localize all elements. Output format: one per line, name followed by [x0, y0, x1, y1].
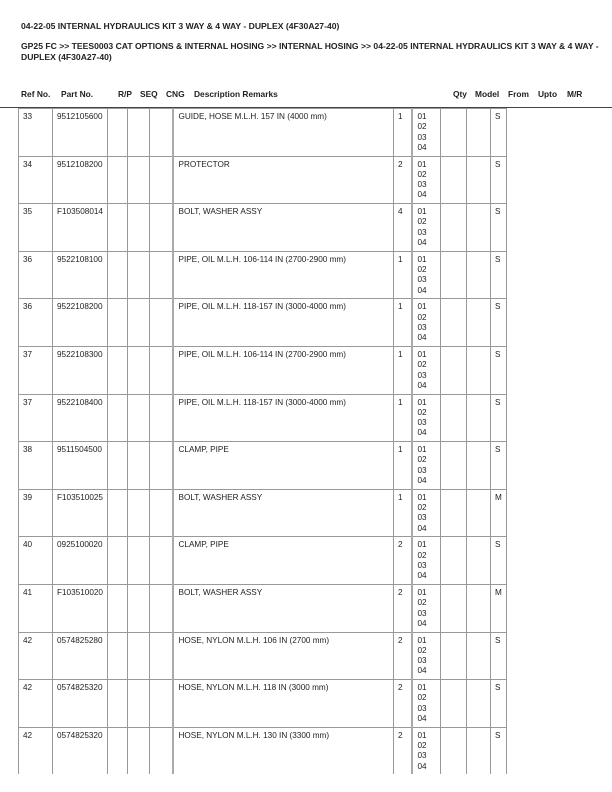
ref-cell: 37: [19, 394, 53, 442]
col-rp: R/P: [118, 89, 132, 99]
table-row: [19, 489, 507, 537]
model-code: 01: [417, 683, 427, 693]
model-code: 03: [417, 560, 427, 570]
seq-cell: [127, 584, 149, 632]
upto-cell: [466, 346, 490, 394]
from-cell: [440, 584, 466, 632]
model-cell: [412, 680, 440, 728]
col-qty: Qty: [453, 89, 467, 99]
model-code: 04: [417, 571, 427, 581]
seq-cell: [127, 727, 149, 774]
from-cell: [440, 109, 466, 157]
part-number-cell: 9522108200: [53, 299, 108, 347]
rp-cell: [107, 489, 127, 537]
description-cell: HOSE, NYLON M.L.H. 130 IN (3300 mm): [173, 727, 393, 774]
col-cng: CNG: [166, 89, 185, 99]
cng-cell: [149, 299, 173, 347]
table-row: [19, 394, 507, 442]
rp-cell: [107, 204, 127, 252]
cng-cell: [149, 489, 173, 537]
qty-cell: 2: [393, 156, 412, 204]
rp-cell: [107, 442, 127, 490]
from-cell: [440, 680, 466, 728]
model-code: 01: [417, 159, 427, 169]
from-cell: [440, 537, 466, 585]
model-code: 04: [417, 285, 427, 295]
model-cell: [412, 727, 440, 774]
ref-cell: 35: [19, 204, 53, 252]
cng-cell: [149, 156, 173, 204]
rp-cell: [107, 251, 127, 299]
mr-cell: S: [490, 346, 506, 394]
upto-cell: [466, 537, 490, 585]
col-mr: M/R: [567, 89, 583, 99]
from-cell: [440, 489, 466, 537]
model-code: 03: [417, 322, 427, 332]
mr-cell: S: [490, 680, 506, 728]
col-part: Part No.: [61, 89, 94, 99]
from-cell: [440, 204, 466, 252]
ref-cell: 36: [19, 299, 53, 347]
upto-cell: [466, 156, 490, 204]
ref-cell: 40: [19, 537, 53, 585]
model-code: 01: [417, 587, 427, 597]
mr-cell: S: [490, 632, 506, 680]
qty-cell: 4: [393, 204, 412, 252]
model-code: 01: [417, 635, 427, 645]
table-row: [19, 109, 507, 157]
from-cell: [440, 299, 466, 347]
qty-cell: 1: [393, 346, 412, 394]
model-code: 02: [417, 169, 427, 179]
part-number-cell: 0574825320: [53, 680, 108, 728]
mr-cell: M: [490, 489, 506, 537]
part-number-cell: 9512108200: [53, 156, 108, 204]
cng-cell: [149, 394, 173, 442]
rp-cell: [107, 632, 127, 680]
seq-cell: [127, 251, 149, 299]
cng-cell: [149, 680, 173, 728]
part-number-cell: 9522108300: [53, 346, 108, 394]
description-cell: CLAMP, PIPE: [173, 442, 393, 490]
qty-cell: 2: [393, 537, 412, 585]
col-from: From: [508, 89, 529, 99]
upto-cell: [466, 632, 490, 680]
mr-cell: M: [490, 584, 506, 632]
col-desc: Description Remarks: [194, 89, 278, 99]
ref-cell: 36: [19, 251, 53, 299]
description-cell: HOSE, NYLON M.L.H. 106 IN (2700 mm): [173, 632, 393, 680]
model-code: 03: [417, 132, 427, 142]
model-code: 03: [417, 370, 427, 380]
rp-cell: [107, 394, 127, 442]
rp-cell: [107, 109, 127, 157]
qty-cell: 1: [393, 251, 412, 299]
part-number-cell: 0574825280: [53, 632, 108, 680]
part-number-cell: 9511504500: [53, 442, 108, 490]
model-code: 02: [417, 312, 427, 322]
mr-cell: S: [490, 251, 506, 299]
description-cell: PIPE, OIL M.L.H. 106-114 IN (2700-2900 mm): [173, 251, 393, 299]
ref-cell: 39: [19, 489, 53, 537]
table-row: [19, 204, 507, 252]
parts-table: [18, 108, 507, 774]
model-cell: [412, 394, 440, 442]
cng-cell: [149, 346, 173, 394]
model-code: 04: [417, 142, 427, 152]
cng-cell: [149, 109, 173, 157]
model-code: 02: [417, 741, 427, 751]
model-code: 04: [417, 523, 427, 533]
model-code: 04: [417, 428, 427, 438]
cng-cell: [149, 727, 173, 774]
model-cell: [412, 442, 440, 490]
from-cell: [440, 346, 466, 394]
from-cell: [440, 394, 466, 442]
ref-cell: 42: [19, 632, 53, 680]
model-code: 03: [417, 703, 427, 713]
model-code: 04: [417, 761, 427, 771]
model-cell: [412, 489, 440, 537]
model-code: 03: [417, 418, 427, 428]
model-code: 04: [417, 476, 427, 486]
model-code: 03: [417, 275, 427, 285]
model-code: 02: [417, 360, 427, 370]
qty-cell: 2: [393, 584, 412, 632]
model-code: 04: [417, 714, 427, 724]
seq-cell: [127, 156, 149, 204]
upto-cell: [466, 442, 490, 490]
cng-cell: [149, 251, 173, 299]
model-code: 04: [417, 618, 427, 628]
model-code: 01: [417, 302, 427, 312]
seq-cell: [127, 632, 149, 680]
model-code: 03: [417, 608, 427, 618]
from-cell: [440, 727, 466, 774]
part-number-cell: 9522108400: [53, 394, 108, 442]
table-row: [19, 632, 507, 680]
model-code: 01: [417, 254, 427, 264]
table-row: [19, 251, 507, 299]
model-code: 01: [417, 207, 427, 217]
model-cell: [412, 632, 440, 680]
seq-cell: [127, 394, 149, 442]
col-upto: Upto: [538, 89, 558, 99]
col-model: Model: [475, 89, 500, 99]
mr-cell: S: [490, 109, 506, 157]
model-code: 02: [417, 407, 427, 417]
table-header: [0, 87, 612, 108]
rp-cell: [107, 299, 127, 347]
description-cell: BOLT, WASHER ASSY: [173, 204, 393, 252]
upto-cell: [466, 394, 490, 442]
rp-cell: [107, 537, 127, 585]
description-cell: HOSE, NYLON M.L.H. 118 IN (3000 mm): [173, 680, 393, 728]
qty-cell: 1: [393, 442, 412, 490]
part-number-cell: 0574825320: [53, 727, 108, 774]
table-row: [19, 156, 507, 204]
upto-cell: [466, 680, 490, 728]
rp-cell: [107, 727, 127, 774]
model-code: 04: [417, 380, 427, 390]
ref-cell: 33: [19, 109, 53, 157]
table-row: [19, 299, 507, 347]
model-cell: [412, 109, 440, 157]
table-row: [19, 584, 507, 632]
description-cell: BOLT, WASHER ASSY: [173, 489, 393, 537]
col-seq: SEQ: [140, 89, 158, 99]
model-code: 02: [417, 645, 427, 655]
seq-cell: [127, 299, 149, 347]
model-cell: [412, 251, 440, 299]
qty-cell: 1: [393, 489, 412, 537]
model-cell: [412, 537, 440, 585]
cng-cell: [149, 632, 173, 680]
qty-cell: 2: [393, 632, 412, 680]
mr-cell: S: [490, 727, 506, 774]
model-code: 03: [417, 513, 427, 523]
model-code: 02: [417, 265, 427, 275]
seq-cell: [127, 680, 149, 728]
description-cell: PIPE, OIL M.L.H. 118-157 IN (3000-4000 mm): [173, 394, 393, 442]
description-cell: CLAMP, PIPE: [173, 537, 393, 585]
model-cell: [412, 584, 440, 632]
seq-cell: [127, 489, 149, 537]
model-code: 02: [417, 455, 427, 465]
ref-cell: 37: [19, 346, 53, 394]
part-number-cell: 9522108100: [53, 251, 108, 299]
model-code: 02: [417, 122, 427, 132]
model-code: 01: [417, 397, 427, 407]
seq-cell: [127, 537, 149, 585]
table-row: [19, 680, 507, 728]
table-row: [19, 727, 507, 774]
model-code: 01: [417, 349, 427, 359]
model-code: 04: [417, 238, 427, 248]
mr-cell: S: [490, 204, 506, 252]
model-code: 01: [417, 492, 427, 502]
model-code: 04: [417, 333, 427, 343]
part-number-cell: 9512105600: [53, 109, 108, 157]
upto-cell: [466, 109, 490, 157]
mr-cell: S: [490, 442, 506, 490]
description-cell: PROTECTOR: [173, 156, 393, 204]
model-code: 03: [417, 227, 427, 237]
ref-cell: 41: [19, 584, 53, 632]
ref-cell: 42: [19, 680, 53, 728]
description-cell: GUIDE, HOSE M.L.H. 157 IN (4000 mm): [173, 109, 393, 157]
cng-cell: [149, 442, 173, 490]
from-cell: [440, 442, 466, 490]
seq-cell: [127, 442, 149, 490]
model-code: 04: [417, 190, 427, 200]
seq-cell: [127, 346, 149, 394]
rp-cell: [107, 346, 127, 394]
upto-cell: [466, 584, 490, 632]
description-cell: PIPE, OIL M.L.H. 106-114 IN (2700-2900 mm): [173, 346, 393, 394]
seq-cell: [127, 109, 149, 157]
qty-cell: 2: [393, 727, 412, 774]
model-code: 01: [417, 730, 427, 740]
upto-cell: [466, 489, 490, 537]
ref-cell: 34: [19, 156, 53, 204]
model-code: 02: [417, 550, 427, 560]
rp-cell: [107, 584, 127, 632]
rp-cell: [107, 156, 127, 204]
model-cell: [412, 156, 440, 204]
page-title: 04-22-05 INTERNAL HYDRAULICS KIT 3 WAY & 4 WAY - DUPLEX (4F30A27-40): [21, 21, 340, 31]
model-code: 04: [417, 666, 427, 676]
cng-cell: [149, 584, 173, 632]
from-cell: [440, 632, 466, 680]
model-cell: [412, 346, 440, 394]
part-number-cell: F103510020: [53, 584, 108, 632]
model-code: 03: [417, 465, 427, 475]
model-code: 03: [417, 180, 427, 190]
upto-cell: [466, 727, 490, 774]
description-cell: BOLT, WASHER ASSY: [173, 584, 393, 632]
upto-cell: [466, 204, 490, 252]
model-code: 03: [417, 656, 427, 666]
mr-cell: S: [490, 156, 506, 204]
qty-cell: 1: [393, 299, 412, 347]
upto-cell: [466, 251, 490, 299]
table-row: [19, 346, 507, 394]
model-code: 03: [417, 751, 427, 761]
model-code: 01: [417, 445, 427, 455]
rp-cell: [107, 680, 127, 728]
model-code: 02: [417, 503, 427, 513]
mr-cell: S: [490, 299, 506, 347]
col-ref: Ref No.: [21, 89, 51, 99]
qty-cell: 1: [393, 394, 412, 442]
cng-cell: [149, 204, 173, 252]
mr-cell: S: [490, 394, 506, 442]
ref-cell: 42: [19, 727, 53, 774]
table-row: [19, 442, 507, 490]
breadcrumb: GP25 FC >> TEES0003 CAT OPTIONS & INTERNAL HOSING >> INTERNAL HOSING >> 04-22-05 INTERNAL HYDRAULICS KIT 3 WAY & 4 WAY - DUPLEX (4F30A27-40): [21, 41, 599, 62]
model-cell: [412, 204, 440, 252]
part-number-cell: F103510025: [53, 489, 108, 537]
cng-cell: [149, 537, 173, 585]
description-cell: PIPE, OIL M.L.H. 118-157 IN (3000-4000 mm): [173, 299, 393, 347]
model-code: 01: [417, 540, 427, 550]
model-code: 02: [417, 598, 427, 608]
table-row: [19, 537, 507, 585]
qty-cell: 1: [393, 109, 412, 157]
model-code: 02: [417, 217, 427, 227]
ref-cell: 38: [19, 442, 53, 490]
model-code: 02: [417, 693, 427, 703]
from-cell: [440, 156, 466, 204]
model-code: 01: [417, 112, 427, 121]
part-number-cell: F103508014: [53, 204, 108, 252]
model-cell: [412, 299, 440, 347]
qty-cell: 2: [393, 680, 412, 728]
seq-cell: [127, 204, 149, 252]
upto-cell: [466, 299, 490, 347]
mr-cell: S: [490, 537, 506, 585]
part-number-cell: 0925100020: [53, 537, 108, 585]
from-cell: [440, 251, 466, 299]
